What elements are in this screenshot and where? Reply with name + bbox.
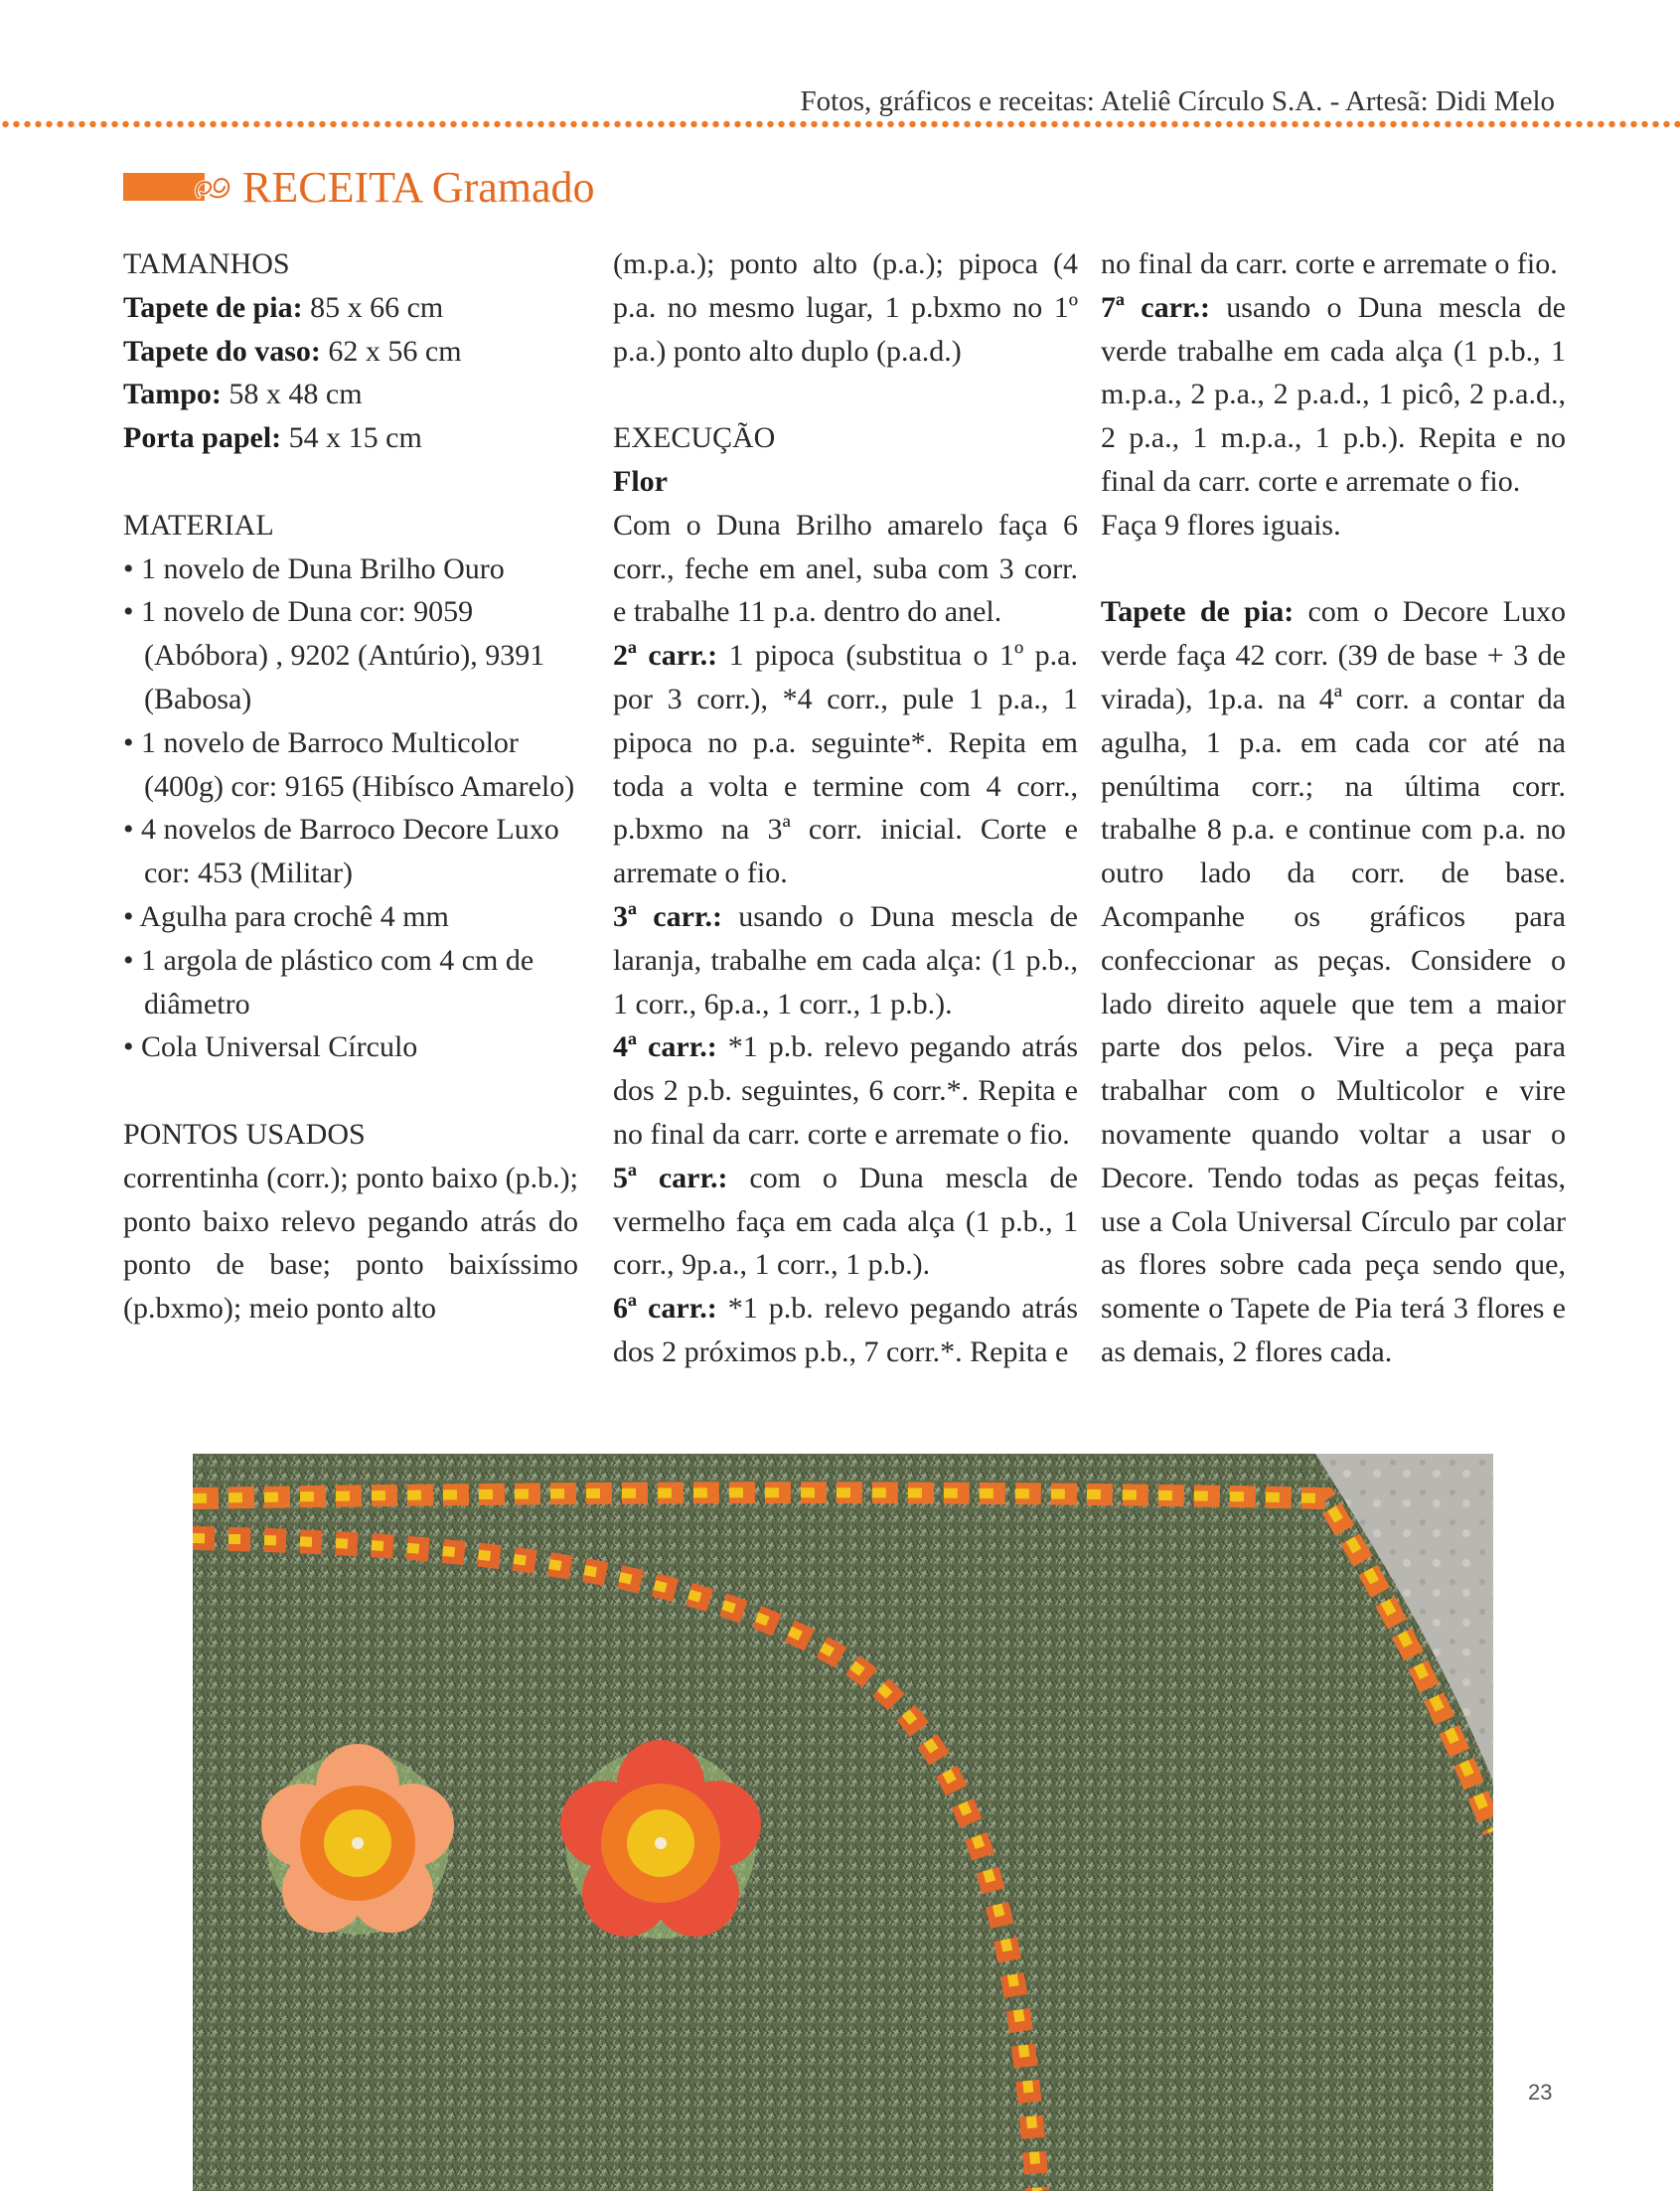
material-item: • 4 novelos de Barroco Decore Luxo cor: 453 (Militar) <box>123 813 559 890</box>
material-item: • 1 novelo de Duna Brilho Ouro <box>123 551 505 585</box>
stitches-heading: PONTOS USADOS <box>123 1117 366 1151</box>
photo-credit: Fotos, gráficos e receitas: Ateliê Círculo S.A. - Artesã: Didi Melo <box>800 85 1555 117</box>
material-item: • 1 argola de plástico com 4 cm de diâmetro <box>123 943 535 1020</box>
material-item: • 1 novelo de Barroco Multicolor (400g) cor: 9165 (Hibísco Amarelo) <box>123 725 575 803</box>
size-item: Tampo: 58 x 48 cm <box>123 378 363 411</box>
stitches-text: correntinha (corr.); ponto baixo (p.b.); ponto baixo relevo pegando atrás do ponto de base; ponto baixíssimo (p.bxmo); meio ponto alto <box>123 1161 578 1326</box>
material-item: • Cola Universal Círculo <box>123 1030 418 1064</box>
recipe-title <box>123 159 595 215</box>
material-item: • 1 novelo de Duna cor: 9059 (Abóbora) , 9202 (Antúrio), 9391 (Babosa) <box>123 595 545 715</box>
column-1 <box>123 242 578 1330</box>
stitches-text-cont: (m.p.a.); ponto alto (p.a.); pipoca (4 p.a. no mesmo lugar, 1 p.bxmo no 1º p.a.) ponto alto duplo (p.a.d.) <box>613 247 1078 368</box>
execution-heading: EXECUÇÃO <box>613 421 776 455</box>
row-instruction: 3ª carr.: usando o Duna mescla de laranja, trabalhe em cada alça: (1 p.b., 1 corr., 6p.a., 1 corr., 1 p.b.). <box>613 899 1078 1020</box>
row-instruction-cont: no final da carr. corte e arremate o fio. <box>1101 247 1558 280</box>
material-heading: MATERIAL <box>123 508 274 542</box>
rug-photo <box>193 1454 1493 2191</box>
row-instruction: 4ª carr.: *1 p.b. relevo pegando atrás dos 2 p.b. seguintes, 6 corr.*. Repita e no final da carr. corte e arremate o fio. <box>613 1030 1078 1151</box>
sizes-heading: TAMANHOS <box>123 247 290 280</box>
rug-photo-illustration <box>193 1454 1493 2191</box>
row-instruction: 2ª carr.: 1 pipoca (substitua o 1º p.a. por 3 corr.), *4 corr., pule 1 p.a., 1 pipoca no p.a. seguinte*. Repita em toda a volta e termine com 4 corr., p.bxmo na 3ª corr. inicial. Corte e arremate o fio. <box>613 639 1078 890</box>
column-3 <box>1101 242 1566 1374</box>
scroll-ornament-icon <box>191 167 234 207</box>
dotted-divider <box>0 120 1680 128</box>
flower-intro: Com o Duna Brilho amarelo faça 6 corr., feche em anel, suba com 3 corr. e trabalhe 11 p.a. dentro do anel. <box>613 508 1078 629</box>
page-number: 23 <box>1528 2080 1553 2105</box>
row-instruction: 6ª carr.: *1 p.b. relevo pegando atrás dos 2 próximos p.b., 7 corr.*. Repita e <box>613 1292 1078 1368</box>
column-2 <box>613 242 1078 1374</box>
flowers-note: Faça 9 flores iguais. <box>1101 508 1341 542</box>
size-item: Porta papel: 54 x 15 cm <box>123 421 422 455</box>
size-item: Tapete do vaso: 62 x 56 cm <box>123 334 462 368</box>
size-item: Tapete de pia: 85 x 66 cm <box>123 290 444 324</box>
row-instruction: 7ª carr.: usando o Duna mescla de verde trabalhe em cada alça (1 p.b., 1 m.p.a., 2 p.a., 2 p.a.d., 1 picô, 2 p.a.d., 2 p.a., 1 m.p.a., 1 p.b.). Repita e no final da carr. corte e arremate o fio. <box>1101 290 1566 498</box>
title-text: RECEITA Gramado <box>242 162 595 212</box>
row-instruction: 5ª carr.: com o Duna mescla de vermelho faça em cada alça (1 p.b., 1 corr., 9p.a., 1 corr., 1 p.b.). <box>613 1161 1078 1282</box>
flower-heading: Flor <box>613 464 668 498</box>
rug-instructions: Tapete de pia: com o Decore Luxo verde faça 42 corr. (39 de base + 3 de virada), 1p.a. na 4ª corr. a contar da agulha, 1 p.a. em cada cor até na penúltima corr.; na última corr. trabalhe 8 p.a. e continue com p.a. no outro lado da corr. de base. Acompanhe os gráficos para confeccionar as peças. Considere o lado direito aquele que tem a maior parte dos pelos. Vire a peça para trabalhar com o Multicolor e vire novamente quando voltar a usar o Decore. Tendo todas as peças feitas, use a Cola Universal Círculo par colar as flores sobre cada peça sendo que, somente o Tapete de Pia terá 3 flores e as demais, 2 flores cada. <box>1101 595 1566 1368</box>
material-item: • Agulha para crochê 4 mm <box>123 899 449 933</box>
